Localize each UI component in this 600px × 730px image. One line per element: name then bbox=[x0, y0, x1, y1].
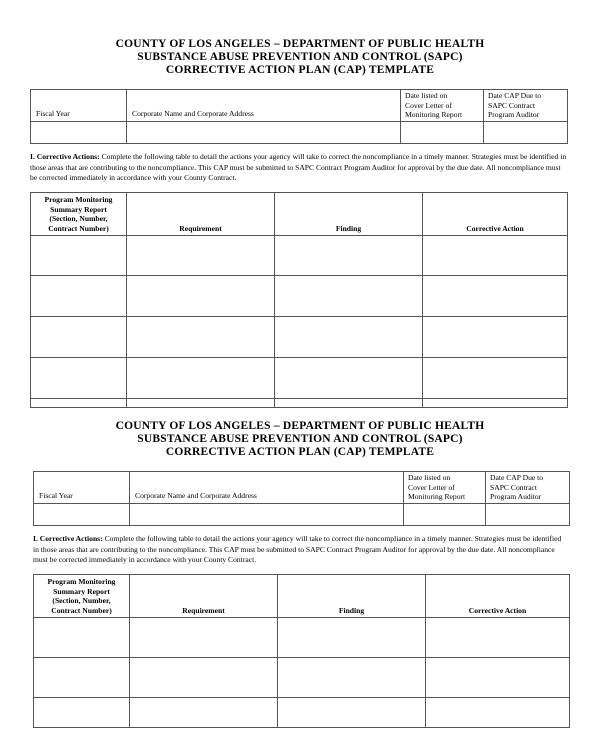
table-cell[interactable] bbox=[34, 658, 130, 698]
table-cell[interactable] bbox=[426, 618, 570, 658]
fiscal-year-label: Fiscal Year bbox=[34, 472, 130, 504]
table-cell[interactable] bbox=[426, 658, 570, 698]
table-cell[interactable] bbox=[423, 358, 568, 399]
requirement-header: Requirement bbox=[130, 575, 278, 618]
corporate-name-field[interactable] bbox=[130, 503, 404, 525]
table-cell[interactable] bbox=[127, 276, 275, 317]
table-row bbox=[31, 276, 568, 317]
table-cell[interactable] bbox=[278, 618, 426, 658]
requirement-header: Requirement bbox=[127, 193, 275, 236]
table-row bbox=[34, 658, 570, 698]
finding-header: Finding bbox=[278, 575, 426, 618]
table-cell[interactable] bbox=[423, 276, 568, 317]
corrective-action-header: Corrective Action bbox=[423, 193, 568, 236]
table-cell[interactable] bbox=[31, 276, 127, 317]
instructions-text: Complete the following table to detail the actions your agency will take to correct the noncompliance in a timely manner. Strategies must be identified in those areas that are contributing to the noncompliance. This CAP must be submitted to SAPC Contract Program Auditor for approval by the due date. All noncompliance must be corrected immediately in accordance with your County Contract. bbox=[30, 152, 567, 182]
table-cell[interactable] bbox=[426, 698, 570, 728]
corrective-action-header: Corrective Action bbox=[426, 575, 570, 618]
instructions bbox=[30, 152, 567, 184]
fiscal-year-field[interactable] bbox=[34, 503, 130, 525]
table-cell[interactable] bbox=[423, 399, 568, 408]
table-cell[interactable] bbox=[127, 399, 275, 408]
title-line-3: CORRECTIVE ACTION PLAN (CAP) TEMPLATE bbox=[165, 64, 435, 76]
table-cell[interactable] bbox=[275, 276, 423, 317]
date-cap-due-field[interactable] bbox=[486, 503, 570, 525]
fiscal-year-field[interactable] bbox=[31, 121, 127, 143]
table-cell[interactable] bbox=[278, 698, 426, 728]
table-cell[interactable] bbox=[31, 236, 127, 276]
table-cell[interactable] bbox=[278, 658, 426, 698]
date-cap-due-label: Date CAP Due to SAPC Contract Program Auditor bbox=[484, 90, 568, 122]
table-cell[interactable] bbox=[423, 236, 568, 276]
table-row bbox=[31, 236, 568, 276]
table-cell[interactable] bbox=[275, 358, 423, 399]
title-line-2: SUBSTANCE ABUSE PREVENTION AND CONTROL (SAPC) bbox=[137, 51, 463, 63]
instructions-text: Complete the following table to detail the actions your agency will take to correct the noncompliance in a timely manner. Strategies must be identified in those areas that are contributing to the noncompliance. This CAP must be submitted to SAPC Contract Program Auditor for approval by the due date. All noncompliance must be corrected immediately in accordance with your County Contract. bbox=[33, 534, 562, 564]
program-monitoring-header: Program Monitoring Summary Report (Section, Number, Contract Number) bbox=[34, 575, 130, 618]
fiscal-year-label: Fiscal Year bbox=[31, 90, 127, 122]
table-cell[interactable] bbox=[31, 358, 127, 399]
corrective-action-table bbox=[30, 192, 568, 408]
date-cap-due-field[interactable] bbox=[484, 121, 568, 143]
corporate-name-label: Corporate Name and Corporate Address bbox=[130, 472, 404, 504]
table-cell[interactable] bbox=[31, 399, 127, 408]
table-cell[interactable] bbox=[34, 618, 130, 658]
table-cell[interactable] bbox=[127, 358, 275, 399]
instructions-label: I. Corrective Actions: bbox=[33, 534, 103, 543]
corrective-action-table bbox=[33, 574, 570, 728]
date-listed-label: Date listed on Cover Letter of Monitoring Report bbox=[404, 472, 486, 504]
form-title bbox=[0, 420, 600, 459]
table-cell[interactable] bbox=[34, 698, 130, 728]
title-line-1: COUNTY OF LOS ANGELES – DEPARTMENT OF PUBLIC HEALTH bbox=[115, 420, 485, 432]
title-line-3: CORRECTIVE ACTION PLAN (CAP) TEMPLATE bbox=[165, 446, 435, 458]
date-listed-field[interactable] bbox=[404, 503, 486, 525]
corporate-name-label: Corporate Name and Corporate Address bbox=[127, 90, 401, 122]
instructions-label: I. Corrective Actions: bbox=[30, 152, 100, 161]
form-title bbox=[0, 38, 600, 77]
table-cell[interactable] bbox=[275, 399, 423, 408]
table-cell[interactable] bbox=[130, 658, 278, 698]
table-row bbox=[34, 698, 570, 728]
table-cell[interactable] bbox=[31, 317, 127, 358]
finding-header: Finding bbox=[275, 193, 423, 236]
date-listed-label: Date listed on Cover Letter of Monitoring Report bbox=[401, 90, 484, 122]
table-row bbox=[31, 358, 568, 399]
table-row bbox=[31, 317, 568, 358]
table-cell[interactable] bbox=[275, 236, 423, 276]
table-cell[interactable] bbox=[127, 317, 275, 358]
table-row bbox=[34, 618, 570, 658]
table-cell[interactable] bbox=[130, 698, 278, 728]
table-cell[interactable] bbox=[130, 618, 278, 658]
corporate-name-field[interactable] bbox=[127, 121, 401, 143]
date-listed-field[interactable] bbox=[401, 121, 484, 143]
program-monitoring-header: Program Monitoring Summary Report (Section, Number, Contract Number) bbox=[31, 193, 127, 236]
table-row bbox=[31, 399, 568, 408]
table-cell[interactable] bbox=[423, 317, 568, 358]
date-cap-due-label: Date CAP Due to SAPC Contract Program Auditor bbox=[486, 472, 570, 504]
table-cell[interactable] bbox=[275, 317, 423, 358]
title-line-2: SUBSTANCE ABUSE PREVENTION AND CONTROL (SAPC) bbox=[137, 433, 463, 445]
title-line-1: COUNTY OF LOS ANGELES – DEPARTMENT OF PUBLIC HEALTH bbox=[115, 38, 485, 50]
header-table bbox=[33, 471, 570, 526]
header-table bbox=[30, 89, 568, 144]
table-cell[interactable] bbox=[127, 236, 275, 276]
instructions bbox=[33, 534, 569, 566]
